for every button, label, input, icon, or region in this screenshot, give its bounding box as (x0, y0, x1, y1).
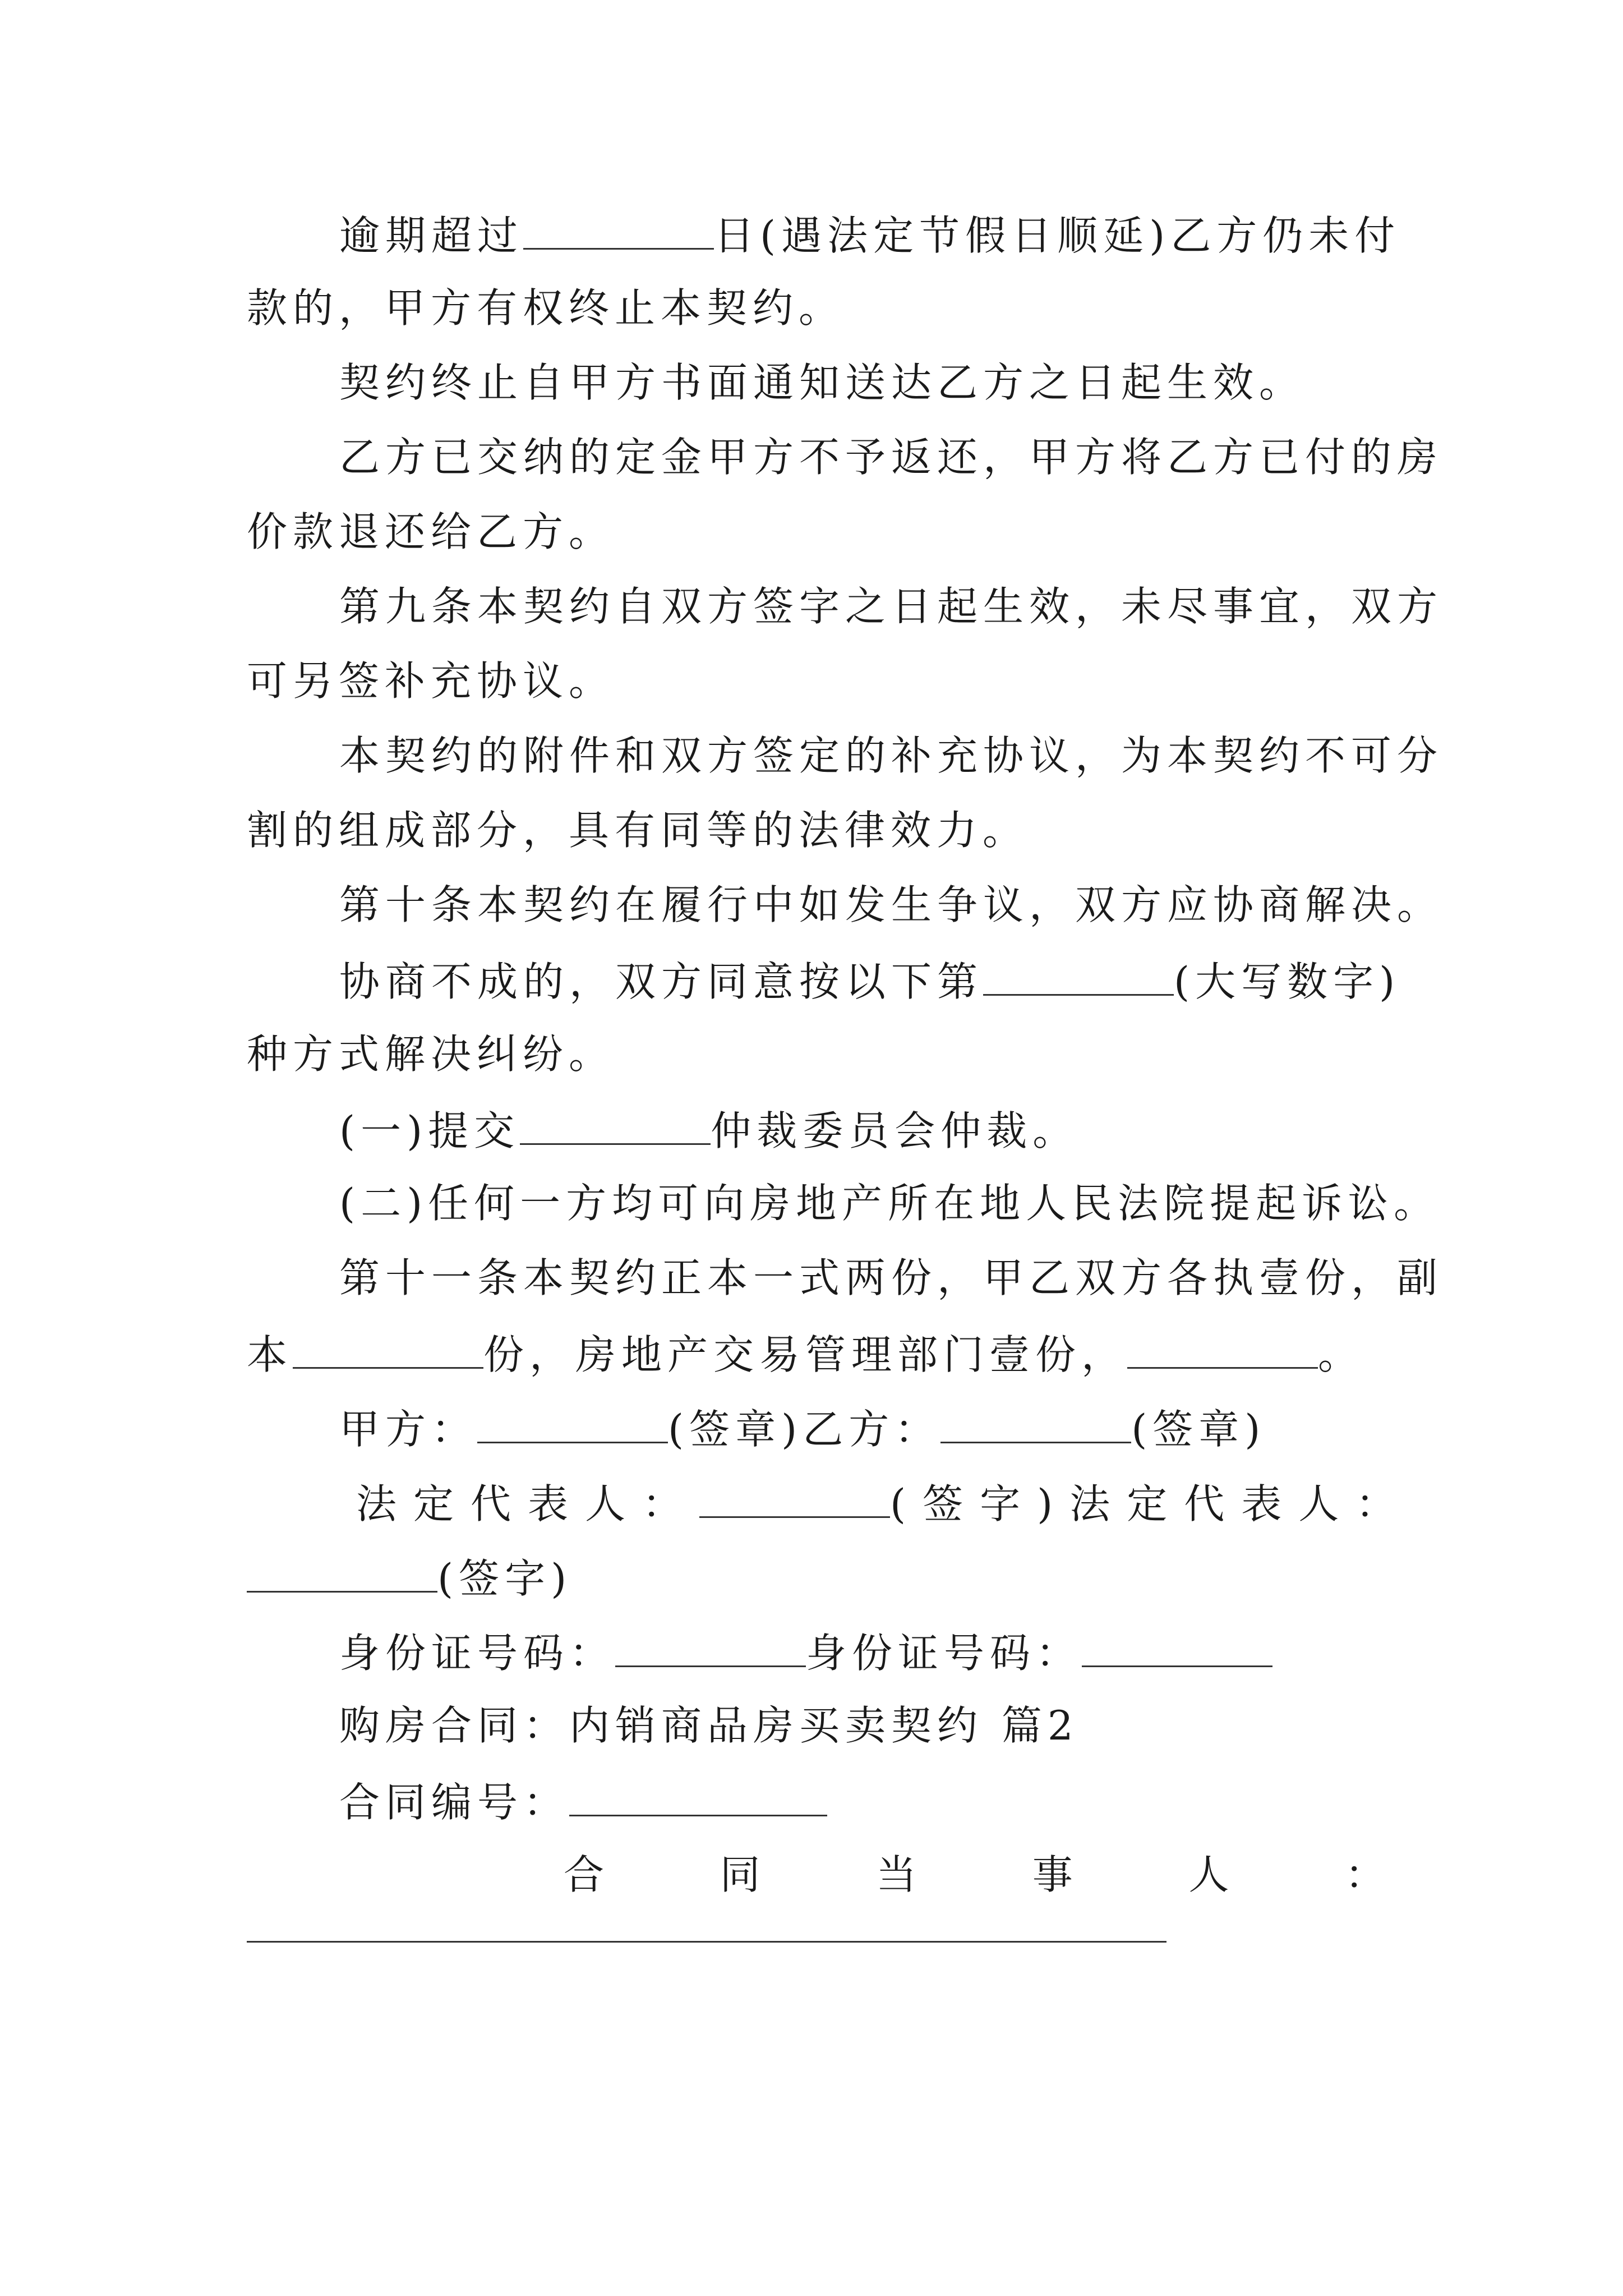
paragraph-line: 协商不成的，双方同意按以下第 (大写数字) (339, 958, 1401, 1005)
fill-blank (1127, 1332, 1318, 1369)
signature-line: (签字) (247, 1556, 572, 1599)
fill-blank (1082, 1631, 1272, 1667)
signature-line: 法定代表人： (签字)法定代表人： (356, 1480, 1413, 1527)
fill-blank (699, 1481, 890, 1518)
fill-blank (940, 1407, 1131, 1443)
paragraph-line: 第十条本契约在履行中如发生争议，双方应协商解决。 (339, 881, 1444, 928)
section-title: 购房合同：内销商品房买卖契约 篇2 (339, 1702, 1079, 1749)
paragraph-line: 价款退还给乙方。 (247, 508, 615, 555)
paragraph-line: 本契约的附件和双方签定的补充协议，为本契约不可分 (339, 732, 1444, 779)
contract-number-line: 合同编号： (339, 1780, 827, 1823)
paragraph-line: (二)任何一方均可向房地产所在地人民法院提起诉讼。 (339, 1180, 1440, 1227)
id-line: 身份证号码： 身份证号码： (339, 1631, 1272, 1673)
fill-blank (520, 1108, 711, 1145)
fill-blank (293, 1332, 483, 1369)
paragraph-line: 契约终止自甲方书面通知送达乙方之日起生效。 (339, 359, 1306, 406)
paragraph-line: 本 份，房地产交易管理部门壹份， 。 (247, 1331, 1364, 1378)
paragraph-line: 款的，甲方有权终止本契约。 (247, 284, 845, 332)
paragraph-line: (一)提交 仲裁委员会仲裁。 (339, 1107, 1079, 1154)
paragraph-line: 割的组成部分，具有同等的法律效力。 (247, 807, 1029, 854)
fill-blank (569, 1780, 827, 1816)
fill-blank (983, 959, 1174, 996)
paragraph-line: 乙方已交纳的定金甲方不予返还，甲方将乙方已付的房 (339, 434, 1444, 481)
fill-blank (247, 1556, 437, 1593)
fill-blank (615, 1631, 806, 1667)
paragraph-line: 逾期超过 日(遇法定节假日顺延)乙方仍未付 (339, 212, 1401, 259)
signature-line: 甲方： (签章)乙方： (签章) (339, 1406, 1266, 1453)
paragraph-line: 第十一条本契约正本一式两份，甲乙双方各执壹份，副 (339, 1254, 1444, 1301)
paragraph-line: 可另签补充协议。 (247, 657, 615, 705)
fill-blank (247, 1941, 1166, 1943)
parties-heading: 合 同 当 事 人 ： (564, 1851, 1391, 1898)
fill-blank (523, 213, 714, 250)
fill-blank (477, 1407, 668, 1443)
paragraph-line: 种方式解决纠纷。 (247, 1030, 615, 1078)
paragraph-line: 第九条本契约自双方签字之日起生效，未尽事宜，双方 (339, 583, 1444, 630)
